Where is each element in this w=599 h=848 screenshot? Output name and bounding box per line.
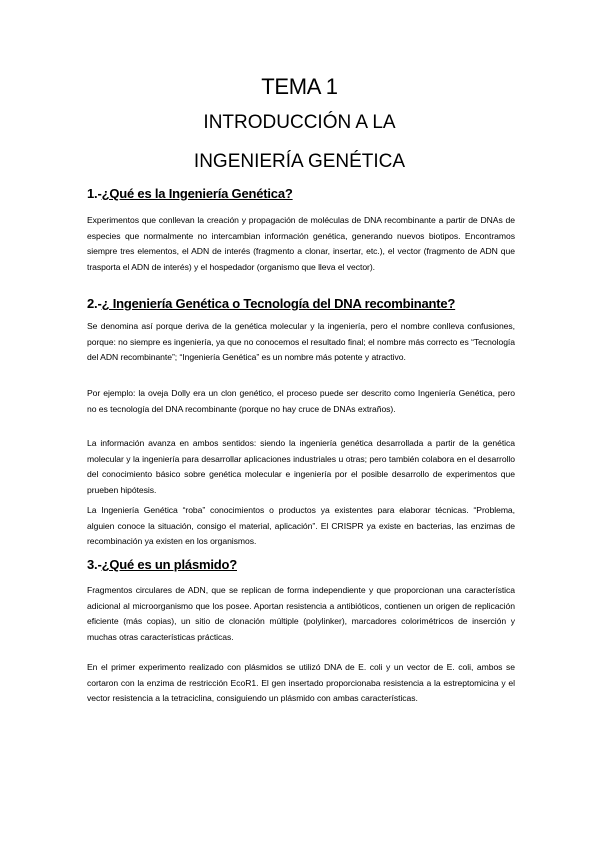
section-2-paragraph-1: Se denomina así porque deriva de la genética molecular y la ingeniería, pero el nombre conlleva confusiones, porque: no siempre es ingeniería, ya que no conocemos el resultado final; el nombre más correcto es “Tecnología del ADN recombinante”; “Ingeniería Genética” es un nombre más potente y atractivo. [87,321,515,363]
section-1 [87,186,515,202]
section-2-paragraph-2: Por ejemplo: la oveja Dolly era un clon genético, el proceso puede ser descrito como Ingeniería Genética, pero no es tecnología del DNA recombinante (porque no hay cruce de DNAs extraños). [87,388,515,414]
section-2-body-3 [87,436,515,498]
section-2-body-2 [87,386,515,417]
section-2-body-4 [87,503,515,550]
section-1-body [87,213,515,275]
section-3-number: 3.- [87,557,102,572]
section-2-heading-text: ¿ Ingeniería Genética o Tecnología del DNA recombinante? [101,296,456,311]
section-1-paragraph-1: Experimentos que conllevan la creación y propagación de moléculas de DNA recombinante a partir de DNAs de especies que normalmente no intercambian información genética, generando nuevos biotipos. Encontramos siempre tres elementos, el ADN de interés (fragmento a clonar, insertar, etc.), el vector (fragmento de ADN que trasporta el ADN de interés) y el hospedador (organismo que lleva el vector). [87,215,515,272]
section-1-heading-text: ¿Qué es la Ingeniería Genética? [101,186,293,201]
section-2-body-1 [87,319,515,366]
document-subtitle-line-2: INGENIERÍA GENÉTICA [193,151,406,172]
section-1-number: 1.- [87,186,102,201]
document-subtitle-line-1: INTRODUCCIÓN A LA [203,112,396,133]
section-2-paragraph-3: La información avanza en ambos sentidos: siendo la ingeniería genética desarrollada a partir de la genética molecular y la ingeniería para desarrollar aplicaciones industriales u otras; pero también colabora en el desarrollo del conocimiento básico sobre genética molecular e ingeniería por el posible desarrollo de experimentos que prueben hipótesis. [87,438,515,495]
section-2-paragraph-4: La Ingeniería Genética “roba” conocimientos o productos ya existentes para elaborar técnicas. “Problema, alguien conoce la situación, consigo el material, aplicación”. El CRISPR ya existe en bacterias, las enzimas de recombinación ya existen en los organismos. [87,505,515,547]
document-title: TEMA 1 [261,74,338,99]
section-3 [87,557,515,573]
section-1-heading [87,186,515,202]
section-3-body-1 [87,583,515,645]
section-3-paragraph-2: En el primer experimento realizado con plásmidos se utilizó DNA de E. coli y un vector de E. coli, ambos se cortaron con la enzima de restricción EcoR1. El gen insertado proporcionaba resistencia a la estreptomicina y el vector resistencia a la tetraciclina, consiguiendo un plásmido con ambas características. [87,662,515,704]
section-2-heading [87,296,515,312]
section-2-number: 2.- [87,296,102,311]
section-3-body-2 [87,660,515,707]
section-2 [87,296,515,312]
section-3-heading-text: ¿Qué es un plásmido? [101,557,237,572]
section-3-paragraph-1: Fragmentos circulares de ADN, que se replican de forma independiente y que proporcionan una característica adicional al microorganismo que los posee. Aportan resistencia a antibióticos, contienen un origen de replicación eficiente (más copias), un sitio de clonación múltiple (polylinker), marcadores colorimétricos de inserción y muchas otras características prácticas. [87,585,515,642]
section-3-heading [87,557,515,573]
